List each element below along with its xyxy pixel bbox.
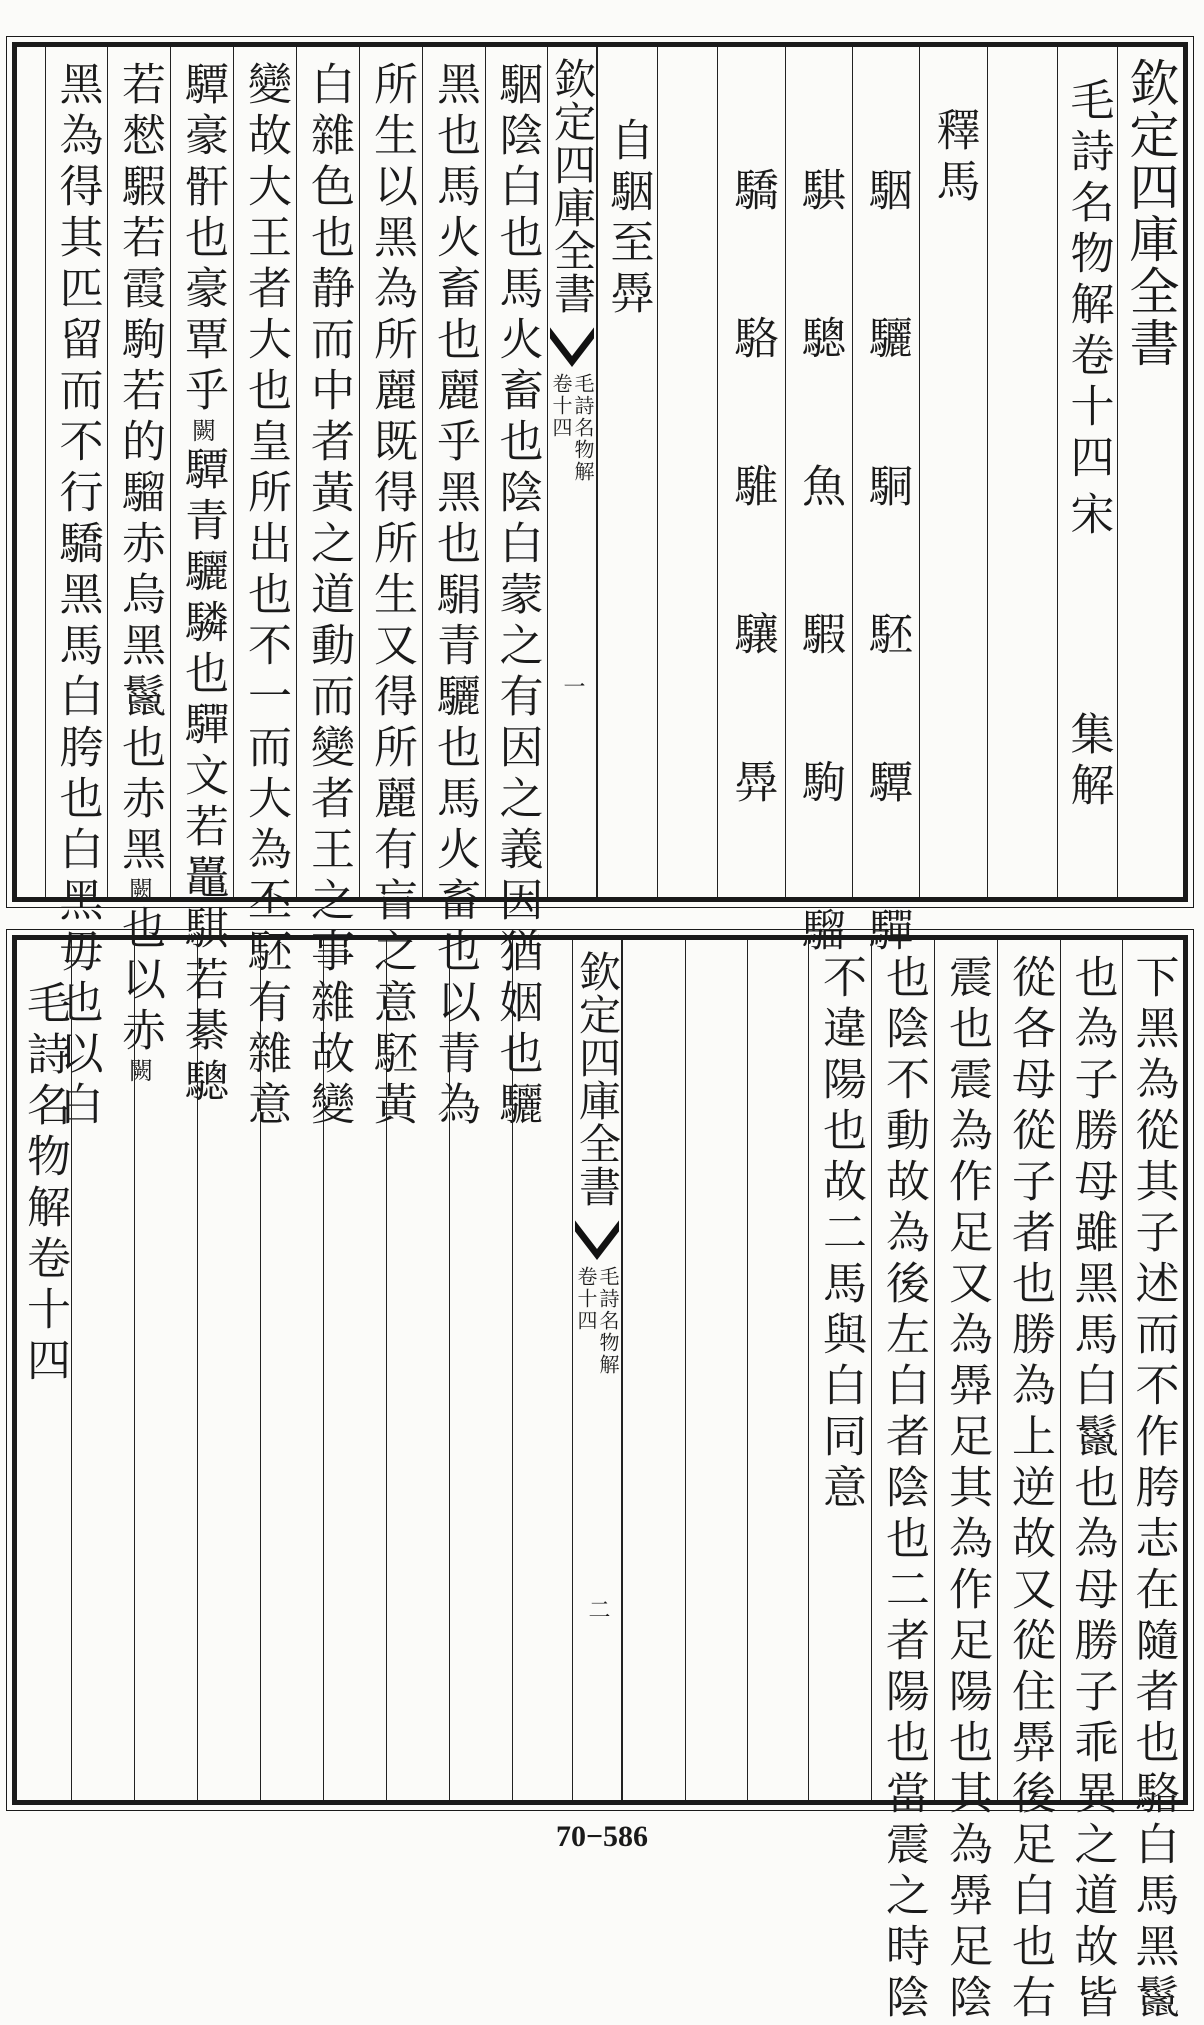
text-line: 白雜色也静而中者黃之道動而變者王之事雜故變 <box>303 61 354 1132</box>
text-line: 黑為得其匹留而不行驕黑馬白胯也白黑毋也以白 <box>51 61 103 1132</box>
top-header: 欽定四庫全書 <box>1121 57 1180 369</box>
top-header-column <box>1117 47 1183 897</box>
text-column-8 <box>45 47 107 1132</box>
blank-column <box>685 940 747 1800</box>
horse-names-1: 駰 驪 駧 駓 驔 驒 <box>861 167 912 981</box>
text-line: 驔豪骭也豪覃乎 <box>177 61 228 418</box>
section-title: 釋馬 <box>928 107 980 209</box>
lacuna-note: 闕 <box>187 418 216 442</box>
blank-column <box>71 940 134 1800</box>
book-title: 毛詩名物解卷十四 <box>1062 77 1114 485</box>
bottom-margin-column <box>572 940 622 1800</box>
blank-column <box>512 940 572 1800</box>
dynasty: 宋 <box>1062 491 1114 542</box>
top-page <box>12 42 1188 1132</box>
top-margin-column <box>547 47 597 897</box>
text-line: 若憖騢若霞駒若的騮赤烏黑鬣也赤黑 <box>114 61 165 877</box>
text-column-5 <box>233 47 296 1132</box>
text-line: 變故大王者大也皇所出也不一而大為丕駓有雜意 <box>240 61 291 1132</box>
text-line: 下黑為從其子述而不作胯志在隨者也駱白馬黑鬣 <box>1127 954 1179 2025</box>
text-line: 黑也馬火畜也麗乎黑也駽青驪也馬火畜也以青為 <box>429 61 480 1132</box>
blank-column <box>747 940 808 1800</box>
margin-volume: 卷十四 <box>574 1266 598 1332</box>
blank-column <box>987 47 1057 897</box>
blank-column <box>449 940 512 1800</box>
margin-volume: 卷十四 <box>549 373 573 439</box>
text-line: 從各母從子者也勝為上逆故又從住馵後足白也右 <box>1004 954 1055 2025</box>
blank-column <box>134 940 197 1800</box>
blank-column <box>622 940 685 1800</box>
text-column-3 <box>359 47 422 1132</box>
blank-column <box>657 47 717 897</box>
author-note: 集解 <box>1062 711 1114 813</box>
text-column-5 <box>871 940 934 2025</box>
text-line: 也為子勝母雖黑馬白鬣也為母勝子乖異之道故皆 <box>1066 954 1118 2025</box>
sub-heading-column <box>597 47 657 897</box>
text-line: 駰陰白也馬火畜也陰白蒙之有因之義因猶姻也驪 <box>491 61 543 1132</box>
margin-title: 毛詩名物解 <box>596 1266 620 1376</box>
margin-page-number: 二 <box>585 1598 610 1620</box>
fish-tail-mark-icon <box>550 323 594 367</box>
top-title-column <box>1057 47 1117 897</box>
text-column-1 <box>485 47 547 1132</box>
text-line: 也陰不動故為後左白者陰也二者陽也當震之時陰 <box>878 954 929 2025</box>
margin-header: 欽定四庫全書 <box>573 950 622 1208</box>
text-line: 所生以黑為所麗既得所生又得所麗有盲之意駓黃 <box>366 61 417 1132</box>
horse-names-column-1 <box>852 47 919 981</box>
blank-column <box>260 940 323 1800</box>
text-column-3 <box>997 940 1060 2025</box>
text-column-2 <box>422 47 485 1132</box>
text-column-6 <box>808 940 871 1800</box>
text-line: 也以赤 <box>114 905 165 1058</box>
text-column-6 <box>170 47 233 1109</box>
closing-title-column <box>17 940 71 1800</box>
margin-header: 欽定四庫全書 <box>548 57 597 315</box>
page-number: 70−586 <box>555 1820 649 1853</box>
horse-names-2: 騏 驄 魚 騢 駒 騮 <box>794 167 845 981</box>
horse-names-column-3 <box>717 47 785 897</box>
horse-names-3: 驕 駱 騅 驤 馵 <box>726 167 778 833</box>
margin-title: 毛詩名物解 <box>571 373 595 483</box>
margin-page-number: 一 <box>560 675 585 697</box>
horse-names-column-2 <box>785 47 852 981</box>
blank-column <box>386 940 449 1800</box>
lacuna-note: 闕 <box>124 877 153 901</box>
lacuna-note: 闕 <box>124 1058 153 1082</box>
text-column-4 <box>934 940 997 2025</box>
text-line: 震也震為作足又為馵足其為作足陽也其為馵足陰 <box>941 954 992 2025</box>
fish-tail-mark-icon <box>575 1216 619 1260</box>
text-line: 不違陽也故二馬與白同意 <box>815 954 866 1515</box>
blank-column <box>323 940 386 1800</box>
text-column-2 <box>1060 940 1122 2025</box>
text-line: 驔青驪驎也驒文若鼉騏若綦驄 <box>177 446 228 1109</box>
text-column-4 <box>296 47 359 1132</box>
sub-heading: 自駰至馵 <box>602 117 654 321</box>
blank-column <box>197 940 260 1800</box>
closing-title: 毛詩名物解卷十四 <box>19 980 70 1388</box>
text-column-7 <box>107 47 170 1082</box>
text-column-1 <box>1122 940 1182 2025</box>
section-column <box>919 47 987 897</box>
